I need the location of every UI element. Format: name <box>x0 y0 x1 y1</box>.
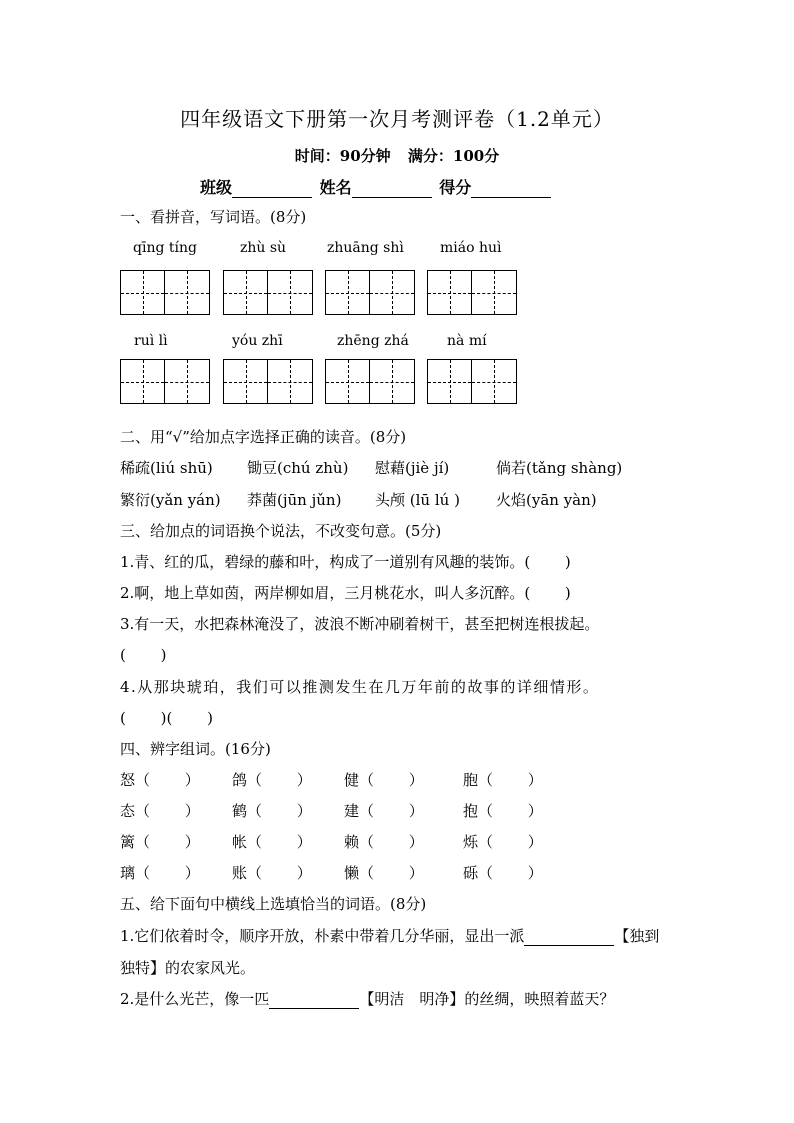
writing-cell[interactable] <box>370 359 415 404</box>
word-group-item[interactable]: 帐（ ） <box>232 833 312 851</box>
page-title: 四年级语文下册第一次月考测评卷（1.2单元） <box>180 107 614 131</box>
word-group-item[interactable]: 砾（ ） <box>463 864 543 882</box>
word-group-item[interactable]: 懒（ ） <box>344 864 424 882</box>
writing-cell[interactable] <box>472 359 517 404</box>
word-group-item[interactable]: 胞（ ） <box>463 771 543 789</box>
pinyin-label: ruì lì <box>134 333 168 349</box>
writing-cell[interactable] <box>370 270 415 315</box>
writing-cell[interactable] <box>223 270 268 315</box>
answer-blank[interactable]: ( ) <box>120 646 167 664</box>
reading-choice-item: 慰藉(jiè jí) <box>375 459 450 477</box>
word-choices: 【独到 <box>614 927 660 945</box>
pinyin-label: zhēng zhá <box>337 333 409 349</box>
word-group-item[interactable]: 怒（ ） <box>120 771 200 789</box>
fill-in-blank[interactable] <box>269 992 359 1009</box>
word-group-item[interactable]: 烁（ ） <box>463 833 543 851</box>
question-5-2-text: 2.是什么光芒，像一匹 <box>120 990 270 1008</box>
section-3-title: 三、给加点的词语换个说法，不改变句意。(5分) <box>120 522 442 540</box>
question-5-1-cont: 独特】的农家风光。 <box>120 959 256 977</box>
writing-cell[interactable] <box>472 270 517 315</box>
writing-cell[interactable] <box>223 359 268 404</box>
answer-blank[interactable]: ( )( ) <box>120 709 213 727</box>
writing-cell[interactable] <box>120 359 165 404</box>
word-choices: 【明洁 明净】的丝绸，映照着蓝天？ <box>359 990 615 1008</box>
pinyin-label: yóu zhī <box>232 333 283 349</box>
writing-cell[interactable] <box>325 359 370 404</box>
reading-choice-item: 莽菌(jūn jǔn) <box>247 491 342 509</box>
reading-choice-item: 倘若(tǎng shàng) <box>496 459 623 477</box>
exam-time: 时间：90分钟 <box>294 147 391 165</box>
writing-cell[interactable] <box>165 359 210 404</box>
pinyin-label: nà mí <box>447 333 487 349</box>
word-group-item[interactable]: 健（ ） <box>344 771 424 789</box>
word-group-item[interactable]: 赖（ ） <box>344 833 424 851</box>
word-group-item[interactable]: 态（ ） <box>120 802 200 820</box>
student-info <box>200 175 553 198</box>
score-field[interactable] <box>471 179 551 198</box>
word-group-item[interactable]: 抱（ ） <box>463 802 543 820</box>
writing-cell[interactable] <box>427 270 472 315</box>
question-3-3: 3.有一天，水把森林淹没了，波浪不断冲刷着树干，甚至把树连根拔起。 <box>120 615 600 633</box>
question-5-2 <box>120 988 614 1009</box>
reading-choice-item: 锄豆(chú zhù) <box>247 459 349 477</box>
word-group-item[interactable]: 账（ ） <box>232 864 312 882</box>
class-label: 班级 <box>200 178 233 197</box>
reading-choice-item: 繁衍(yǎn yán) <box>120 491 221 509</box>
fill-in-blank[interactable] <box>524 929 614 946</box>
score-label: 得分 <box>439 178 472 197</box>
writing-cell[interactable] <box>120 270 165 315</box>
name-label: 姓名 <box>319 178 352 197</box>
exam-full-score: 满分：100分 <box>407 147 500 165</box>
pinyin-label: miáo huì <box>440 240 502 256</box>
reading-choice-item: 稀疏(liú shū) <box>120 459 213 477</box>
question-3-4: 4.从那块琥珀，我们可以推测发生在几万年前的故事的详细情形。 <box>120 678 600 696</box>
section-2-title: 二、用“√”给加点字选择正确的读音。(8分) <box>120 428 407 446</box>
reading-choice-item: 头颅 (lū lú ) <box>375 491 460 509</box>
question-5-1 <box>120 925 659 946</box>
name-field[interactable] <box>352 179 432 198</box>
pinyin-label: zhù sù <box>240 240 287 256</box>
pinyin-label: qīng tíng <box>133 240 197 256</box>
section-4-title: 四、辨字组词。(16分) <box>120 740 271 758</box>
question-5-1-text: 1.它们依着时令，顺序开放，朴素中带着几分华丽，显出一派 <box>120 927 525 945</box>
question-3-2: 2.啊，地上草如茵，两岸柳如眉，三月桃花水，叫人多沉醉。( ) <box>120 584 571 602</box>
word-group-item[interactable]: 鸽（ ） <box>232 771 312 789</box>
reading-choice-item: 火焰(yān yàn) <box>496 491 597 509</box>
class-field[interactable] <box>232 179 312 198</box>
question-3-1: 1.青、红的瓜，碧绿的藤和叶，构成了一道别有风趣的装饰。( ) <box>120 553 571 571</box>
writing-cell[interactable] <box>165 270 210 315</box>
section-1-title: 一、看拼音，写词语。(8分) <box>120 208 307 226</box>
word-group-item[interactable]: 建（ ） <box>344 802 424 820</box>
writing-cell[interactable] <box>427 359 472 404</box>
writing-cell[interactable] <box>268 270 313 315</box>
section-5-title: 五、给下面句中横线上选填恰当的词语。(8分) <box>120 895 427 913</box>
word-group-item[interactable]: 鹤（ ） <box>232 802 312 820</box>
exam-info <box>0 145 794 166</box>
word-group-item[interactable]: 璃（ ） <box>120 864 200 882</box>
pinyin-label: zhuāng shì <box>327 240 404 256</box>
writing-cell[interactable] <box>268 359 313 404</box>
word-group-item[interactable]: 篱（ ） <box>120 833 200 851</box>
writing-cell[interactable] <box>325 270 370 315</box>
